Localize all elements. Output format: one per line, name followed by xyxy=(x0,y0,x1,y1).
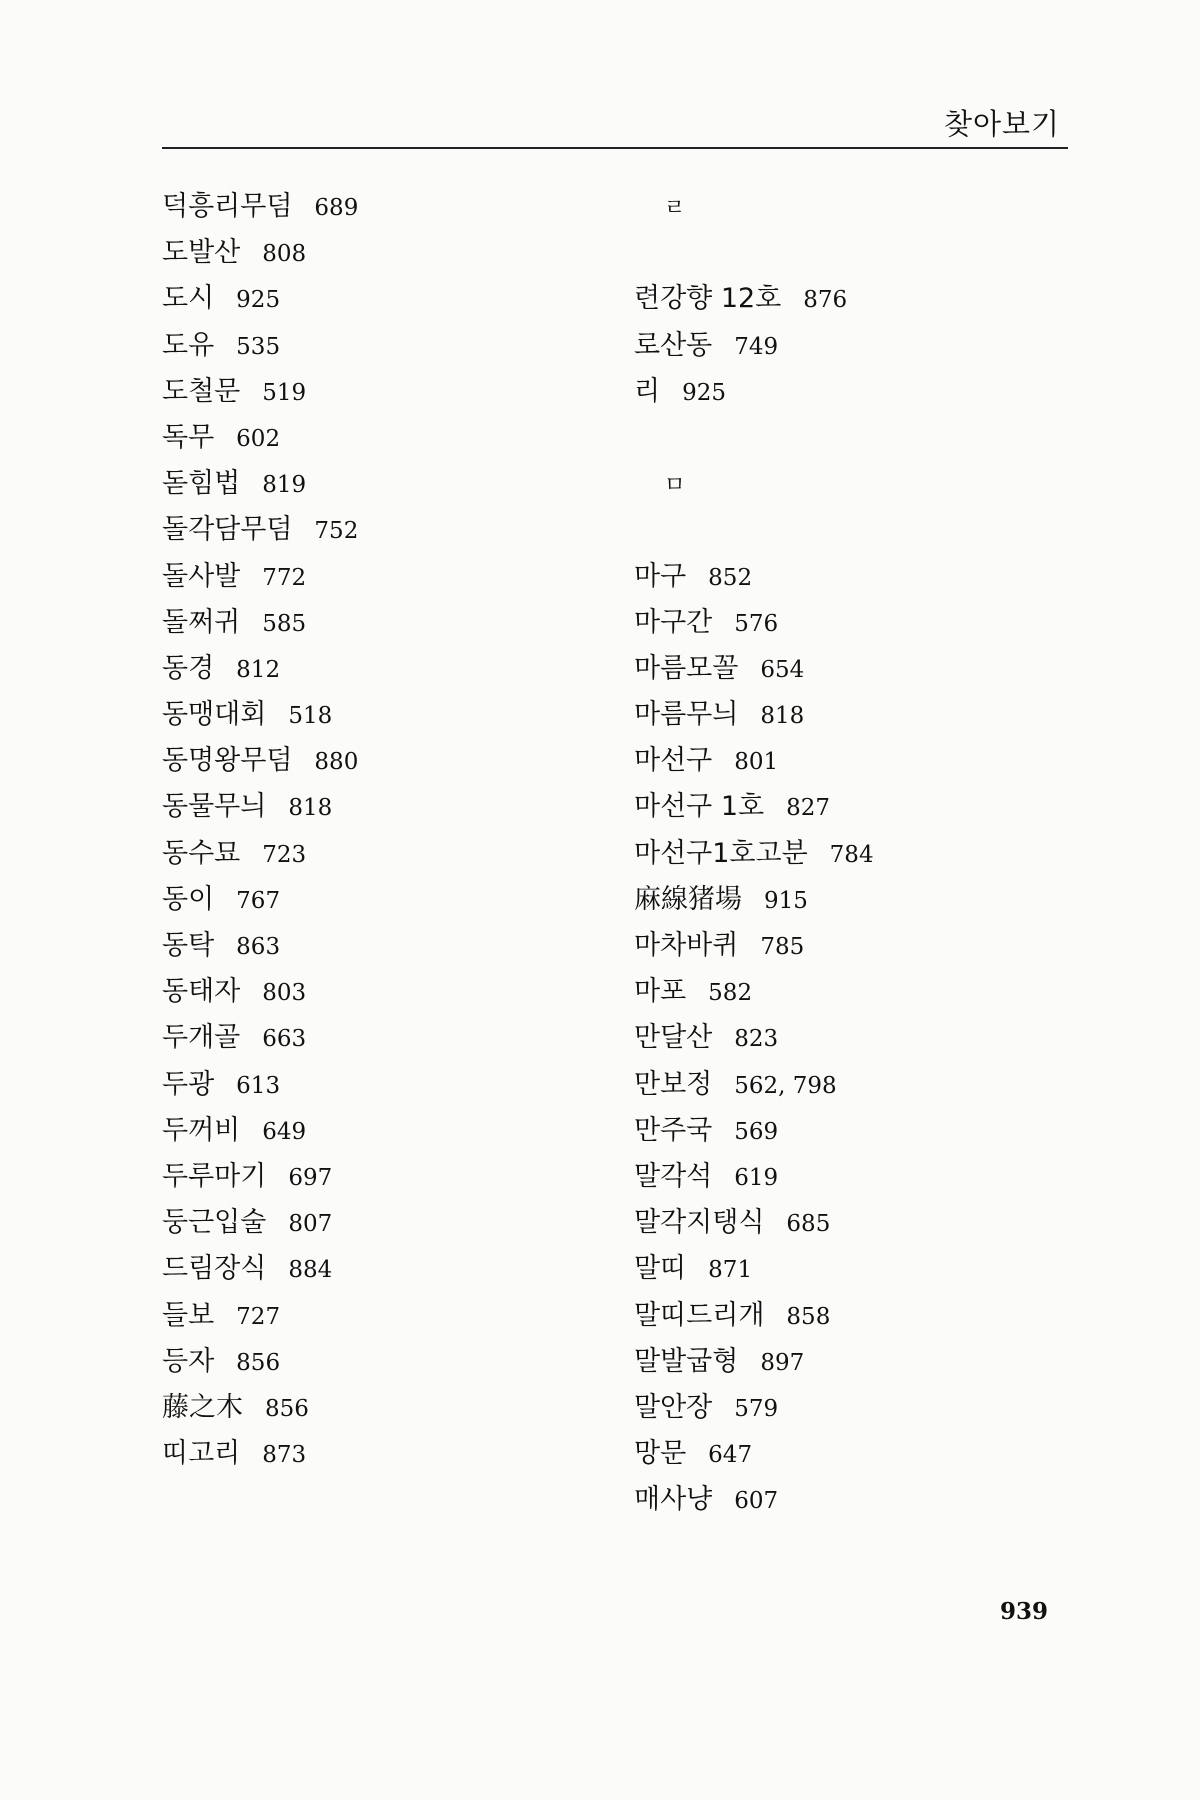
index-term: 리 xyxy=(634,375,661,407)
index-page-ref: 607 xyxy=(734,1488,779,1515)
index-term: 마구 xyxy=(634,560,687,592)
index-page-ref: 925 xyxy=(236,287,281,314)
index-entry xyxy=(162,1154,358,1200)
section-spacer xyxy=(634,507,874,553)
index-page-ref: 579 xyxy=(734,1395,779,1422)
index-entry xyxy=(634,554,874,600)
index-page-ref: 576 xyxy=(734,610,779,637)
index-page-ref: 856 xyxy=(236,1349,281,1376)
index-entry xyxy=(162,877,358,923)
index-term: 드림장식 xyxy=(162,1253,267,1285)
index-entry xyxy=(162,692,358,738)
index-page-ref: 784 xyxy=(829,841,874,868)
section-rieul-entries xyxy=(634,276,874,415)
index-entry xyxy=(634,600,874,646)
index-term: 동이 xyxy=(162,883,215,915)
index-entry xyxy=(634,692,874,738)
index-entry xyxy=(634,1200,874,1246)
index-term: 말띠드리개 xyxy=(634,1299,765,1331)
index-page-ref: 858 xyxy=(786,1303,831,1330)
index-term: 돌사발 xyxy=(162,560,241,592)
index-page-ref: 689 xyxy=(314,195,359,221)
index-term: 마포 xyxy=(634,976,687,1008)
index-entry xyxy=(634,784,874,830)
index-page-ref: 823 xyxy=(734,1026,779,1053)
index-entry xyxy=(162,1015,358,1061)
header-rule xyxy=(162,147,1068,149)
index-page-ref: 852 xyxy=(708,564,753,591)
index-entry xyxy=(634,1015,874,1061)
index-term: 도시 xyxy=(162,283,215,315)
index-term: 동물무늬 xyxy=(162,791,267,823)
index-entry xyxy=(162,1431,358,1477)
index-page-ref: 863 xyxy=(236,934,281,960)
section-heading-mieum xyxy=(634,461,874,507)
index-page-ref: 856 xyxy=(265,1395,309,1422)
index-term: 마차바퀴 xyxy=(634,930,739,961)
index-entry xyxy=(162,784,358,830)
index-page-ref: 569 xyxy=(734,1118,779,1145)
index-term: 말각석 xyxy=(634,1160,713,1192)
index-term: 마선구 xyxy=(634,745,713,777)
index-page-ref: 613 xyxy=(236,1072,281,1099)
index-page-ref: 602 xyxy=(236,425,281,452)
index-term: 띠고리 xyxy=(162,1438,241,1470)
index-term: 마선구1호고분 xyxy=(634,837,808,869)
index-entry xyxy=(634,646,874,692)
index-entry xyxy=(162,1385,358,1431)
index-page-ref: 519 xyxy=(262,379,307,406)
index-term: 만주국 xyxy=(634,1114,713,1146)
index-term: 돋힘법 xyxy=(162,468,241,500)
index-term: 말안장 xyxy=(634,1391,713,1423)
index-page-ref: 897 xyxy=(760,1349,805,1376)
index-page-ref: 818 xyxy=(288,795,333,822)
index-term: 둥근입술 xyxy=(162,1207,267,1239)
index-page-ref: 582 xyxy=(708,980,753,1007)
index-term: 藤之木 xyxy=(162,1391,243,1423)
index-entry xyxy=(162,507,358,553)
index-entry xyxy=(634,738,874,784)
index-entry xyxy=(634,1246,874,1292)
index-page-ref: 880 xyxy=(314,749,359,776)
index-term: 마선구 1호 xyxy=(634,791,765,823)
running-header-title: 찾아보기 xyxy=(943,107,1060,141)
index-entry xyxy=(634,877,874,923)
index-column-left xyxy=(162,184,358,1477)
index-entry xyxy=(634,1154,874,1200)
index-term: 망문 xyxy=(634,1438,687,1470)
index-term: 들보 xyxy=(162,1299,215,1331)
index-entry xyxy=(634,1385,874,1431)
index-entry xyxy=(634,1108,874,1154)
index-page-ref: 697 xyxy=(288,1164,333,1191)
index-entry xyxy=(162,738,358,784)
index-page-ref: 767 xyxy=(236,887,281,914)
index-term: 도유 xyxy=(162,329,215,361)
index-term: 독무 xyxy=(162,421,215,453)
index-term: 두광 xyxy=(162,1068,215,1100)
index-term: 두꺼비 xyxy=(162,1114,241,1146)
index-term: 도철문 xyxy=(162,375,241,407)
index-page-ref: 518 xyxy=(288,703,333,730)
index-entry xyxy=(162,600,358,646)
page-number: 939 xyxy=(1000,1598,1049,1625)
index-page-ref: 808 xyxy=(262,241,307,268)
index-entry xyxy=(634,323,874,369)
index-term: 동탁 xyxy=(162,930,215,961)
index-entry xyxy=(162,1062,358,1108)
index-page-ref: 562, 798 xyxy=(734,1072,837,1099)
index-page-ref: 685 xyxy=(786,1211,831,1238)
index-term: 말각지탱식 xyxy=(634,1207,765,1239)
index-entry xyxy=(634,276,874,322)
index-page-ref: 727 xyxy=(236,1303,281,1330)
section-spacer xyxy=(634,230,874,276)
index-entry xyxy=(634,1062,874,1108)
index-page-ref: 876 xyxy=(803,287,848,314)
index-term: 마구간 xyxy=(634,606,713,638)
index-entry xyxy=(634,369,874,415)
index-page-ref: 785 xyxy=(760,934,805,960)
index-page-ref: 801 xyxy=(734,749,779,776)
index-term: 두루마기 xyxy=(162,1160,267,1192)
index-entry xyxy=(162,323,358,369)
index-term: 돌각담무덤 xyxy=(162,514,293,546)
index-entry xyxy=(162,923,358,969)
index-entry xyxy=(634,923,874,969)
index-page-ref: 818 xyxy=(760,703,805,730)
index-term: 만달산 xyxy=(634,1022,713,1054)
index-term: 마름무늬 xyxy=(634,699,739,731)
index-entry xyxy=(634,969,874,1015)
index-term: 동수묘 xyxy=(162,837,241,869)
index-term: 매사냥 xyxy=(634,1484,713,1516)
index-page-ref: 915 xyxy=(764,887,808,914)
index-page-ref: 585 xyxy=(262,610,307,637)
index-page-ref: 535 xyxy=(236,333,281,360)
index-term: 만보정 xyxy=(634,1068,713,1100)
index-entry xyxy=(162,461,358,507)
index-page-ref: 749 xyxy=(734,333,779,360)
index-entry xyxy=(162,369,358,415)
index-term: 동명왕무덤 xyxy=(162,745,293,777)
index-entry xyxy=(162,554,358,600)
section-letter: ㄹ xyxy=(664,196,686,221)
index-term: 동맹대회 xyxy=(162,699,267,731)
index-page-ref: 772 xyxy=(262,564,307,591)
index-entry xyxy=(634,1477,874,1523)
section-spacer xyxy=(634,415,874,461)
index-page-ref: 663 xyxy=(262,1026,307,1053)
index-entry xyxy=(162,1293,358,1339)
section-letter: ㅁ xyxy=(664,473,686,499)
index-entry xyxy=(634,831,874,877)
index-page-ref: 619 xyxy=(734,1164,779,1191)
index-entry xyxy=(634,1293,874,1339)
index-page-ref: 812 xyxy=(236,656,281,683)
index-column-right xyxy=(634,184,874,1523)
index-term: 동경 xyxy=(162,652,215,684)
index-entry xyxy=(162,1200,358,1246)
index-entry xyxy=(634,1431,874,1477)
index-page-ref: 925 xyxy=(682,379,726,406)
index-term: 도발산 xyxy=(162,237,241,269)
index-entry xyxy=(162,415,358,461)
index-page-ref: 873 xyxy=(262,1442,307,1469)
section-heading-rieul xyxy=(634,184,874,230)
index-entry xyxy=(162,1339,358,1385)
index-term: 등자 xyxy=(162,1345,215,1377)
index-entry xyxy=(162,969,358,1015)
index-term: 麻線猪場 xyxy=(634,883,742,915)
index-term: 돌쩌귀 xyxy=(162,606,241,638)
index-term: 두개골 xyxy=(162,1022,241,1054)
section-mieum-entries xyxy=(634,554,874,1524)
index-term: 련강향 12호 xyxy=(634,283,782,315)
index-entry xyxy=(162,276,358,322)
index-page-ref: 819 xyxy=(262,472,307,499)
index-page-ref: 647 xyxy=(708,1442,753,1469)
index-entry xyxy=(162,1246,358,1292)
index-page-ref: 884 xyxy=(288,1257,333,1284)
index-page-ref: 649 xyxy=(262,1118,307,1145)
index-page-ref: 827 xyxy=(786,795,830,822)
index-term: 동태자 xyxy=(162,976,241,1008)
index-entry xyxy=(162,184,358,230)
index-page-ref: 654 xyxy=(760,656,805,683)
index-entry xyxy=(162,1108,358,1154)
index-entry xyxy=(162,230,358,276)
index-term: 말띠 xyxy=(634,1253,687,1285)
index-page-ref: 871 xyxy=(708,1257,753,1284)
index-page-ref: 752 xyxy=(314,518,359,545)
index-term: 덕흥리무덤 xyxy=(162,191,293,222)
index-entry xyxy=(634,1339,874,1385)
index-entry xyxy=(162,831,358,877)
index-entry xyxy=(162,646,358,692)
index-page-ref: 807 xyxy=(288,1211,333,1238)
index-term: 마름모꼴 xyxy=(634,652,739,684)
index-page-ref: 723 xyxy=(262,841,307,868)
index-term: 말발굽형 xyxy=(634,1345,739,1377)
index-term: 로산동 xyxy=(634,329,713,361)
index-page-ref: 803 xyxy=(262,980,307,1007)
